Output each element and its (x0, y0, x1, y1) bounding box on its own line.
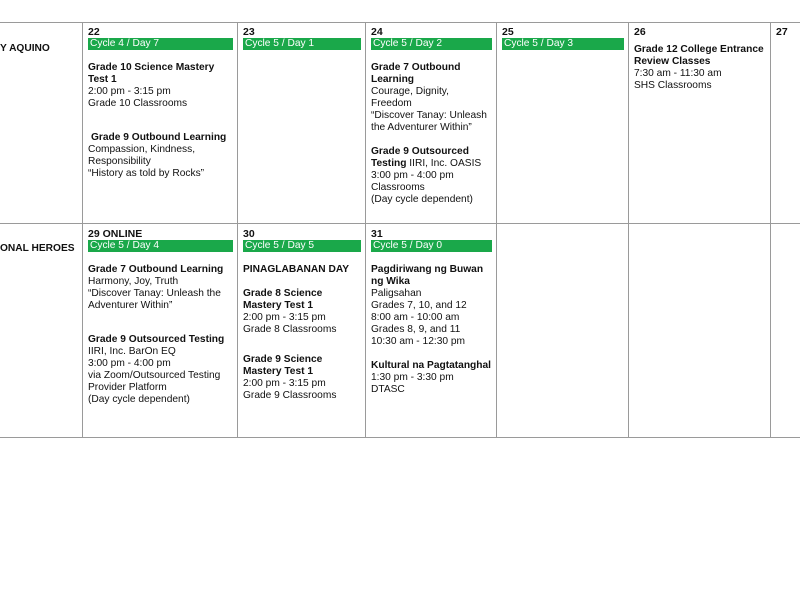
holiday-label: Y AQUINO (0, 43, 50, 54)
event-time: 2:00 pm - 3:15 pm (88, 86, 171, 97)
event (243, 264, 361, 276)
event-title: Kultural na Pagtatanghal (371, 360, 492, 371)
event-location: Grade 10 Classrooms (88, 98, 188, 109)
day-number: 31 (371, 228, 383, 240)
calendar-grid (0, 22, 800, 438)
event (371, 62, 492, 134)
holiday-cell (0, 224, 83, 438)
event-detail: Paligsahan (371, 288, 422, 299)
event-title: Grade 9 Outsourced Testing (371, 146, 469, 169)
event-location: SHS Classrooms (634, 80, 712, 91)
day-number: 27 (776, 26, 788, 38)
event (371, 264, 492, 348)
event-title: Grade 7 Outbound Learning (88, 264, 224, 275)
day-cell-30 (238, 224, 366, 438)
event (88, 62, 233, 110)
day-number: 29 ONLINE (88, 228, 143, 240)
event (243, 288, 361, 336)
special-day-title: PINAGLABANAN DAY (243, 264, 350, 275)
event-title: Pagdiriwang ng Buwan ng Wika (371, 264, 484, 287)
event-detail: Grades 7, 10, and 12 (371, 300, 467, 311)
event-location: Grade 8 Classrooms (243, 324, 337, 335)
event-detail: “History as told by Rocks” (88, 168, 205, 179)
event-location: Grade 9 Classrooms (243, 390, 337, 401)
event (371, 146, 492, 206)
day-number: 24 (371, 26, 383, 38)
event-time: 8:00 am - 10:00 am (371, 312, 460, 323)
week-row (0, 224, 800, 438)
event-detail: Compassion, Kindness, Responsibility (88, 144, 196, 167)
event-provider: IIRI, Inc. BarOn EQ (88, 346, 176, 357)
day-cell-31 (366, 224, 497, 438)
day-cell-29 (83, 224, 238, 438)
cycle-badge: Cycle 5 / Day 5 (243, 240, 361, 252)
day-cell-empty (497, 224, 629, 438)
event-title: Grade 8 Science Mastery Test 1 (243, 288, 323, 311)
event-detail: Courage, Dignity, Freedom (371, 86, 449, 109)
event-title: Grade 12 College Entrance Review Classes (634, 44, 764, 67)
week-row (0, 22, 800, 224)
event-location: via Zoom/Outsourced Testing Provider Platform (88, 370, 221, 393)
event-time: 3:00 pm - 4:00 pm (371, 170, 454, 181)
day-cell-empty (629, 224, 771, 438)
cycle-badge: Cycle 5 / Day 0 (371, 240, 492, 252)
day-cell-22 (83, 22, 238, 224)
day-number: 22 (88, 26, 100, 38)
cycle-badge: Cycle 5 / Day 2 (371, 38, 492, 50)
event-detail: Harmony, Joy, Truth (88, 276, 179, 287)
event (88, 264, 233, 312)
event-detail: “Discover Tanay: Unleash the Adventurer Within” (88, 288, 221, 311)
event-title: Grade 9 Science Mastery Test 1 (243, 354, 323, 377)
event (88, 334, 233, 406)
day-cell-empty (771, 224, 800, 438)
day-cell-26 (629, 22, 771, 224)
event-location: DTASC (371, 384, 405, 395)
event-detail: “Discover Tanay: Unleash the Adventurer Within” (371, 110, 487, 133)
event (634, 44, 766, 92)
event-time: 1:30 pm - 3:30 pm (371, 372, 454, 383)
event-title: Grade 10 Science Mastery Test 1 (88, 62, 215, 85)
event (371, 360, 492, 396)
day-cell-25 (497, 22, 629, 224)
event-detail: Grades 8, 9, and 11 (371, 324, 461, 335)
day-cell-23 (238, 22, 366, 224)
day-number: 25 (502, 26, 514, 38)
event-time: 2:00 pm - 3:15 pm (243, 378, 326, 389)
day-number: 23 (243, 26, 255, 38)
day-cell-27 (771, 22, 800, 224)
event-time: 7:30 am - 11:30 am (634, 68, 722, 79)
cycle-badge: Cycle 5 / Day 4 (88, 240, 233, 252)
event (88, 132, 233, 180)
event-time: 10:30 am - 12:30 pm (371, 336, 466, 347)
event-provider: IIRI, Inc. OASIS (406, 158, 482, 169)
event-title: Grade 9 Outsourced Testing (88, 334, 225, 345)
day-number: 26 (634, 26, 646, 38)
holiday-cell (0, 22, 83, 224)
day-number: 30 (243, 228, 255, 240)
cycle-badge: Cycle 4 / Day 7 (88, 38, 233, 50)
day-cell-24 (366, 22, 497, 224)
event-location: Classrooms (371, 182, 425, 193)
cycle-badge: Cycle 5 / Day 3 (502, 38, 624, 50)
event-time: 2:00 pm - 3:15 pm (243, 312, 326, 323)
event-title: Grade 9 Outbound Learning (91, 132, 227, 143)
event-time: 3:00 pm - 4:00 pm (88, 358, 171, 369)
event-title: Grade 7 Outbound Learning (371, 62, 461, 85)
event-note: (Day cycle dependent) (371, 194, 473, 205)
cycle-badge: Cycle 5 / Day 1 (243, 38, 361, 50)
event-note: (Day cycle dependent) (88, 394, 190, 405)
holiday-label: ONAL HEROES (0, 243, 75, 254)
event (243, 354, 361, 402)
